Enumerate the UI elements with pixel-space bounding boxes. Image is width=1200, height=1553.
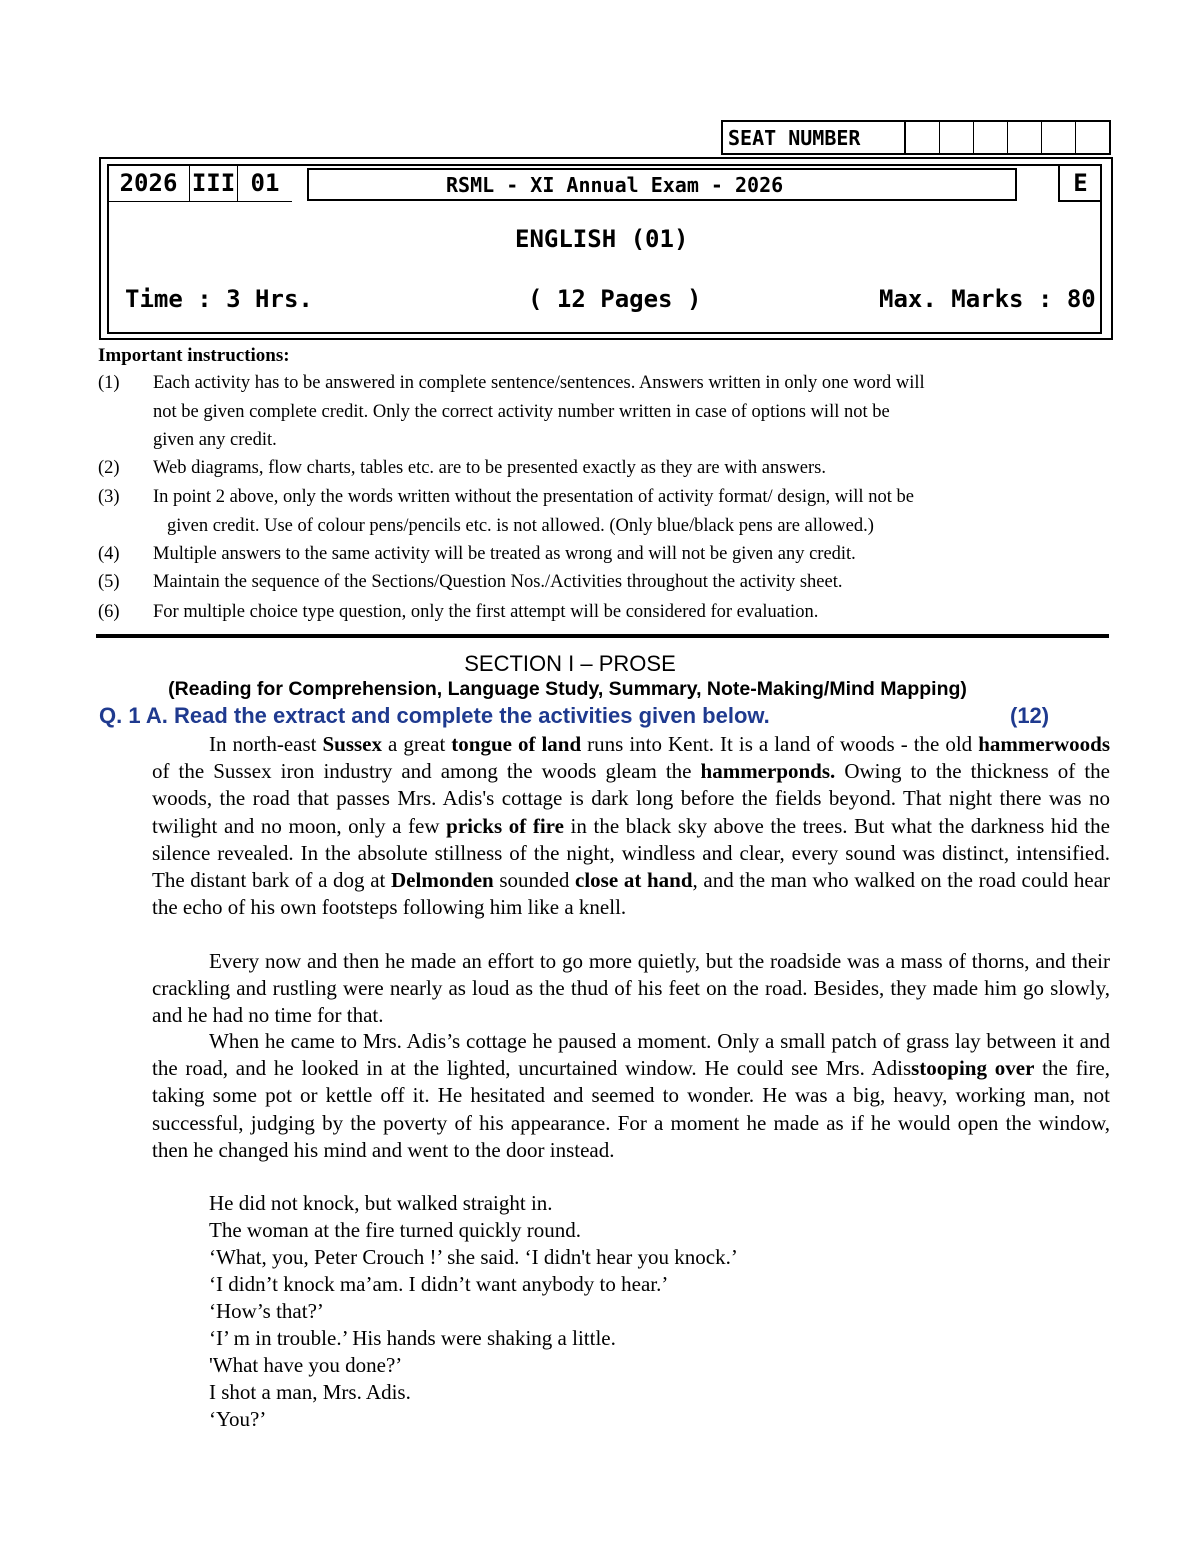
seat-number-cell[interactable] [1076,122,1109,153]
passage-bold-phrase: hammerwoods [978,732,1111,756]
seat-number-cell[interactable] [906,122,940,153]
passage-line: The woman at the fire turned quickly round. [209,1218,582,1242]
question-title: Q. 1 A. Read the extract and complete the activities given below. [99,703,770,728]
instruction-line: Maintain the sequence of the Sections/Question Nos./Activities throughout the activity sheet. [153,572,843,592]
paper-code-class: III [190,165,238,201]
seat-number-box [721,120,1111,155]
seat-number-label: SEAT NUMBER [723,122,906,153]
passage-bold-phrase: pricks of fire [446,813,564,838]
passage-line: I shot a man, Mrs. Adis. [209,1380,411,1404]
paper-code [108,165,292,202]
passage-text-run: a great [382,732,452,756]
passage-text-run: In north-east [209,732,323,756]
instruction-number: (1) [98,373,120,393]
instruction-line: Web diagrams, flow charts, tables etc. are to be presented exactly as they are with answers. [153,458,826,478]
instruction-line: For multiple choice type question, only the first attempt will be considered for evaluation. [153,602,819,622]
instruction-number: (5) [98,572,120,592]
paper-set: E [1058,166,1101,202]
instruction-number: (3) [98,487,120,507]
passage-text-run: , and the man who walked on the road could hear the echo of his own footsteps following him like a knell. [152,868,1111,920]
passage-line: ‘I’ m in trouble.’ His hands were shaking a little. [209,1326,616,1350]
question-marks: (12) [1010,703,1050,728]
page-count: ( 12 Pages ) [528,285,702,313]
instruction-line: In point 2 above, only the words written without the presentation of activity format/ design, will not be [153,487,914,507]
section-title: SECTION I – PROSE [464,651,676,676]
instruction-line: Multiple answers to the same activity will be treated as wrong and will not be given any credit. [153,544,856,564]
section-divider [96,634,1109,638]
instruction-item [98,454,1058,483]
passage-text: Every now and then he made an effort to go more quietly, but the roadside was a mass of thorns, and their crackling and rustling were nearly as loud as the thud of his feet on the road. Besides, they made him go slowly, and he had no time for that. [152,949,1110,1028]
passage-bold-phrase: close at hand [575,868,693,893]
passage-line: He did not knock, but walked straight in. [209,1191,553,1215]
instruction-item [98,483,1058,540]
section-subtitle: (Reading for Comprehension, Language Study, Summary, Note-Making/Mind Mapping) [168,678,967,700]
instruction-item [98,598,1058,627]
passage-bold-phrase: hammerponds. [700,759,836,784]
seat-number-cell[interactable] [1008,122,1042,153]
instruction-line: Each activity has to be answered in complete sentence/sentences. Answers written in only one word will [153,373,925,393]
passage-bold-phrase: tongue of land [451,732,582,756]
paper-code-year: 2026 [108,165,190,201]
passage-text-run: When he came to Mrs. Adis’s cottage he paused a moment. Only a small patch of grass lay between it and the road, and he looked in at the lighted, uncurtained window. He could see Mrs. Adis [152,1029,1110,1081]
seat-number-cell[interactable] [940,122,974,153]
exam-time: Time : 3 Hrs. [125,285,313,313]
passage-line: 'What have you done?’ [209,1353,403,1377]
instruction-number: (2) [98,458,120,478]
instructions-heading: Important instructions: [98,345,290,366]
instruction-item [98,568,1058,597]
passage-line: ‘I didn’t knock ma’am. I didn’t want anybody to hear.’ [209,1272,669,1296]
seat-number-cell[interactable] [974,122,1008,153]
passage-bold-phrase: Delmonden [391,868,494,893]
passage-text [152,732,1110,919]
passage-text-run: sounded [493,868,576,893]
passage-paragraph-2 [152,948,1110,1030]
paper-code-subject: 01 [250,169,280,197]
passage-line: ‘How’s that?’ [209,1299,324,1323]
max-marks: Max. Marks : 80 [879,285,1096,313]
passage-text-run: Owing to the thickness of the woods, the road that passes Mrs. Adis's cottage is dark long before the fields beyond. That night there was no twilight and no moon, only a few [152,759,1110,838]
subject-title: ENGLISH (01) [515,225,689,253]
instruction-number: (6) [98,602,120,622]
passage-bold-phrase: Sussex [322,732,382,756]
exam-title: RSML - XI Annual Exam - 2026 [307,168,1017,201]
passage-paragraph-3 [152,1028,1110,1164]
passage-text-run: of the Sussex iron industry and among the woods gleam the [152,759,701,784]
passage-text-run: runs into Kent. It is a land of woods - the old [581,732,979,756]
passage-bold-phrase: stooping over [911,1056,1035,1081]
seat-number-cell[interactable] [1042,122,1076,153]
passage-text-run: in the black sky above the trees. But what the darkness hid the silence revealed. In the absolute stillness of the night, windless and clear, every sound was distinct, intensified. The distant bark of a dog at [152,813,1110,893]
passage-paragraph-1 [152,731,1110,921]
instruction-item [98,369,1058,455]
passage-line: ‘What, you, Peter Crouch !’ she said. ‘I didn't hear you knock.’ [209,1245,738,1269]
instruction-line: given any credit. [153,430,277,450]
instruction-item [98,540,1058,569]
instruction-line: not be given complete credit. Only the correct activity number written in case of options will not be [153,401,890,422]
passage-line: ‘You?’ [209,1407,267,1431]
passage-text-run: the fire, taking some pot or kettle off it. He hesitated and seemed to wonder. He was a big, heavy, working man, not successful, judging by the poverty of his appearance. For a moment he made as if he would open the window, then he changed his mind and went to the door instead. [152,1056,1111,1162]
instruction-number: (4) [98,544,120,564]
passage-text [152,1029,1110,1162]
instruction-line: given credit. Use of colour pens/pencils etc. is not allowed. (Only blue/black pens are allowed.) [167,515,874,536]
